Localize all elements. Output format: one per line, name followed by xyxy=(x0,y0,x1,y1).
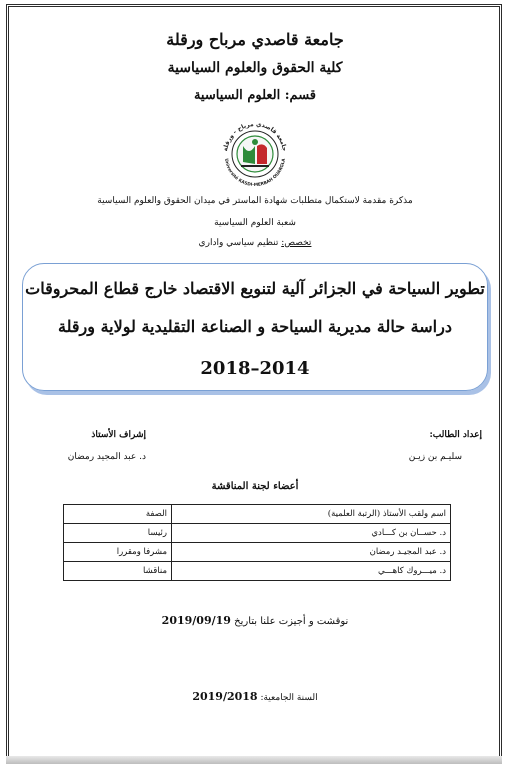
jury-header-row xyxy=(64,505,451,524)
faculty-name: كلية الحقوق والعلوم السياسية xyxy=(167,60,343,76)
department-name: قسم: العلوم السياسية xyxy=(193,88,317,103)
academic-year-line xyxy=(0,690,510,703)
thesis-title-line1: تطوير السياحة في الجزائر آلية لتنويع الاقتصاد خارج قطاع المحروقات xyxy=(25,279,485,298)
jury-member-name: د. حســان بن كـــادي xyxy=(172,524,451,543)
table-row xyxy=(64,524,451,543)
thesis-years: 2018–2014 xyxy=(200,358,310,379)
jury-member-name: د. ميـــروك كاهـــي xyxy=(172,562,451,581)
jury-title: أعضاء لجنة المناقشة xyxy=(211,481,299,492)
thesis-title-line2: دراسة حالة مديرية السياحة و الصناعة التقليدية لولاية ورقلة xyxy=(58,317,452,336)
supervisor-name: د. عبد المجيد رمضان xyxy=(67,452,146,462)
academic-year-label: السنة الجامعية: xyxy=(260,693,318,703)
jury-member-role: مناقشا xyxy=(64,562,172,581)
student-name: سليـم بن زيـن xyxy=(408,452,462,462)
jury-column-name: اسم ولقب الأستاذ (الرتبة العلمية) xyxy=(172,505,451,524)
specialty-label: تخصص: xyxy=(281,238,312,248)
jury-table xyxy=(63,504,451,581)
table-row xyxy=(64,543,451,562)
university-name: جامعة قاصدي مرباح ورقلة xyxy=(166,30,344,49)
jury-member-role: مشرفا ومقررا xyxy=(64,543,172,562)
university-seal-logo xyxy=(205,112,305,192)
prepared-by-label: إعداد الطالب: xyxy=(429,430,482,440)
jury-column-role: الصفة xyxy=(64,505,172,524)
defense-date: 2019/09/19 xyxy=(161,614,231,627)
jury-member-role: رئيسا xyxy=(64,524,172,543)
logo-text-bottom: Université KASDI-MERBAH OUARGLA xyxy=(223,158,287,189)
supervisor-label: إشراف الأستاذ xyxy=(91,430,146,440)
academic-year-value: 2019/2018 xyxy=(192,690,258,703)
table-row xyxy=(64,562,451,581)
bottom-strip xyxy=(6,756,502,764)
defense-label: نوقشت و أجيزت علنا بتاريخ xyxy=(234,616,349,627)
specialty-line xyxy=(0,238,510,248)
defense-date-line xyxy=(0,614,510,627)
branch-name: شعبة العلوم السياسية xyxy=(214,218,296,228)
jury-member-name: د. عبد المجيـد رمضان xyxy=(172,543,451,562)
logo-text-top: جامعة قاصدي مرباح - ورقلة xyxy=(222,120,288,152)
memo-statement: مذكرة مقدمة لاستكمال متطلبات شهادة الماستر في ميدان الحقوق والعلوم السياسية xyxy=(97,196,413,206)
specialty-value: تنظيم سياسي واداري xyxy=(198,238,279,248)
